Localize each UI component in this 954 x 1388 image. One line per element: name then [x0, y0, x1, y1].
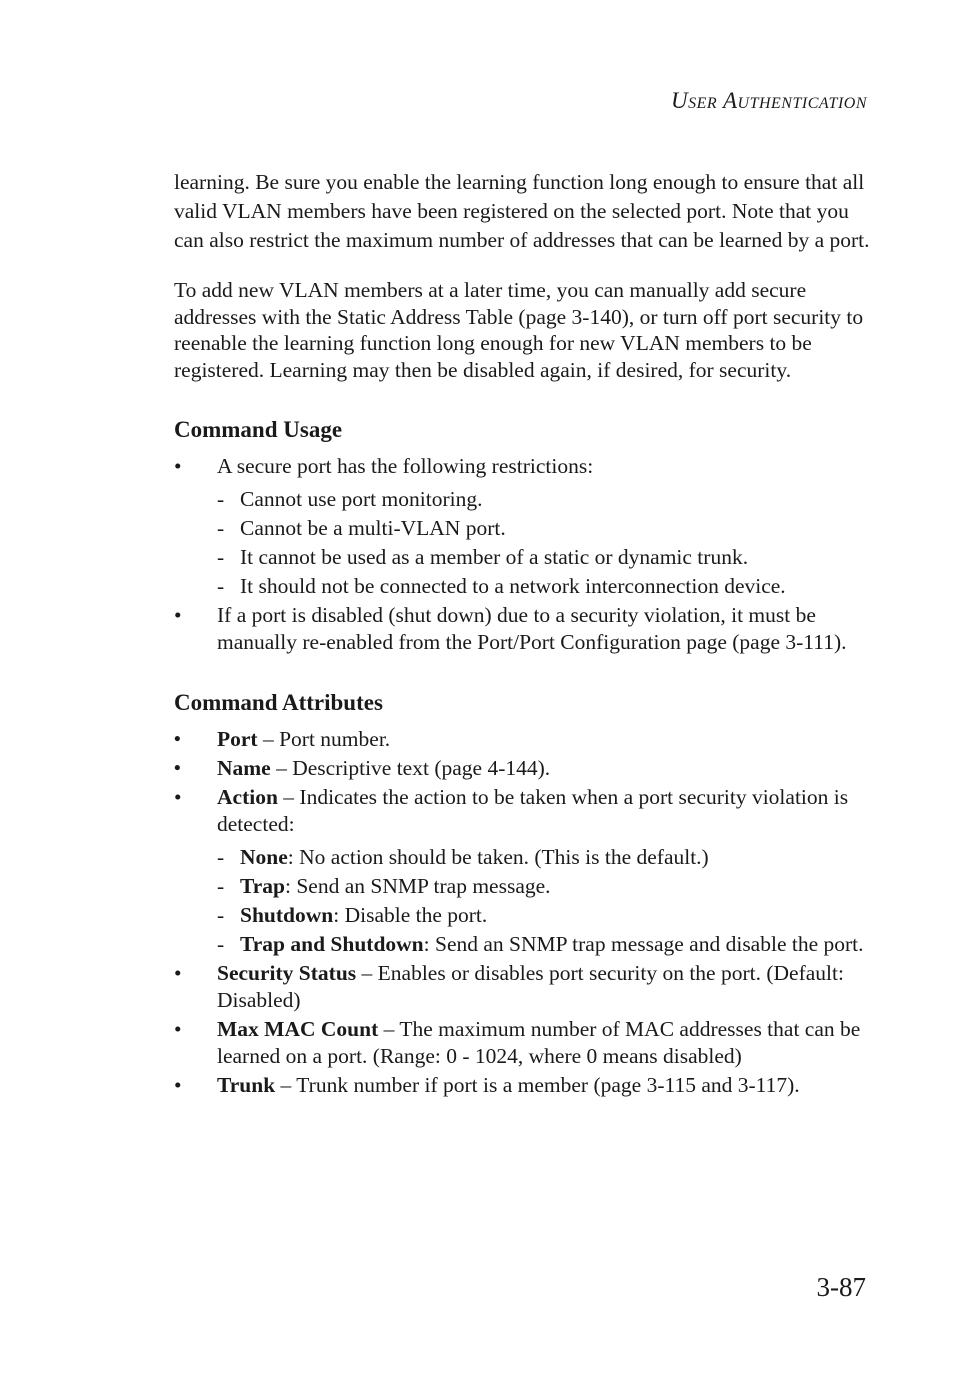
- restrictions-list: [217, 486, 874, 600]
- list-item: [217, 544, 874, 571]
- attribute-desc: – The maximum number of MAC addresses that can be learned on a port. (Range: 0 - 1024, where 0 means disabled): [217, 1017, 861, 1068]
- action-term: Trap and Shutdown: [240, 932, 424, 956]
- page-body: [174, 168, 874, 1101]
- bullet-icon: •: [174, 454, 182, 478]
- dash-icon: -: [217, 932, 225, 956]
- dash-icon: -: [217, 487, 225, 511]
- restriction-text: Cannot use port monitoring.: [240, 487, 483, 511]
- restriction-text: Cannot be a multi-VLAN port.: [240, 516, 506, 540]
- attribute-term: Security Status: [217, 961, 357, 985]
- list-item: [217, 873, 874, 900]
- list-item: [217, 931, 874, 958]
- action-desc: : Send an SNMP trap message.: [285, 874, 551, 898]
- intro-paragraph-2: To add new VLAN members at a later time, you can manually add secure addresses with the Static Address Table (page 3-140), or turn off port security to reenable the learning function long enough for new VLAN members to be registered. Learning may then be disabled again, if desired, for security.: [174, 278, 864, 382]
- list-item: [217, 486, 874, 513]
- bullet-icon: •: [174, 758, 181, 779]
- attribute-desc: – Indicates the action to be taken when a port security violation is detected:: [217, 785, 849, 836]
- bullet-icon: •: [174, 1017, 182, 1041]
- action-term: Trap: [240, 874, 285, 898]
- usage-restrictions-intro: A secure port has the following restrictions:: [217, 454, 594, 478]
- bullet-icon: •: [174, 785, 182, 809]
- bullet-icon: •: [174, 961, 182, 985]
- attribute-term: Max MAC Count: [217, 1017, 379, 1041]
- usage-disabled-port-note: If a port is disabled (shut down) due to a security violation, it must be manually re-enabled from the Port/Port Configuration page (page 3-111).: [217, 603, 847, 654]
- action-desc: : Send an SNMP trap message and disable the port.: [423, 932, 864, 956]
- list-item: [174, 755, 874, 782]
- attribute-desc: – Trunk number if port is a member (page 3-115 and 3-117).: [275, 1073, 800, 1097]
- command-attributes-list: [174, 726, 874, 1099]
- attribute-term: Port: [217, 727, 258, 751]
- list-item: [174, 453, 874, 600]
- action-desc: : No action should be taken. (This is the default.): [287, 845, 709, 869]
- bullet-icon: •: [174, 1073, 182, 1097]
- attribute-term: Action: [217, 785, 278, 809]
- list-item: [217, 515, 874, 542]
- attribute-term: Name: [217, 756, 271, 780]
- action-desc: : Disable the port.: [333, 903, 488, 927]
- list-item: [174, 726, 874, 753]
- running-header: User Authentication: [670, 88, 867, 113]
- intro-paragraph-1: learning. Be sure you enable the learning function long enough to ensure that all valid VLAN members have been registered on the selected port. Note that you can also restrict the maximum number of addresses that can be learned by a port.: [174, 170, 870, 252]
- dash-icon: -: [217, 545, 225, 569]
- list-item: [217, 573, 874, 600]
- action-term: Shutdown: [240, 903, 334, 927]
- actions-list: [217, 844, 874, 958]
- list-item: [174, 960, 874, 1014]
- command-usage-heading: Command Usage: [174, 417, 343, 442]
- bullet-icon: •: [174, 729, 181, 750]
- bullet-icon: •: [174, 603, 182, 627]
- restriction-text: It should not be connected to a network interconnection device.: [240, 574, 786, 598]
- list-item: [217, 902, 874, 929]
- list-item: [217, 844, 874, 871]
- command-attributes-heading: Command Attributes: [174, 690, 383, 715]
- dash-icon: -: [217, 516, 225, 540]
- attribute-desc: – Port number.: [257, 727, 391, 751]
- action-term: None: [240, 845, 288, 869]
- list-item: [174, 784, 874, 958]
- attribute-desc: – Descriptive text (page 4-144).: [270, 756, 551, 780]
- attribute-desc: – Enables or disables port security on the port. (Default: Disabled): [217, 961, 844, 1012]
- dash-icon: -: [217, 845, 225, 869]
- attribute-term: Trunk: [217, 1073, 276, 1097]
- command-usage-list: [174, 453, 874, 656]
- page-number: 3-87: [816, 1272, 866, 1302]
- restriction-text: It cannot be used as a member of a static or dynamic trunk.: [240, 545, 749, 569]
- list-item: [174, 1016, 874, 1070]
- dash-icon: -: [217, 903, 225, 927]
- dash-icon: -: [217, 874, 225, 898]
- list-item: [174, 1072, 874, 1099]
- list-item: [174, 602, 874, 656]
- dash-icon: -: [217, 574, 225, 598]
